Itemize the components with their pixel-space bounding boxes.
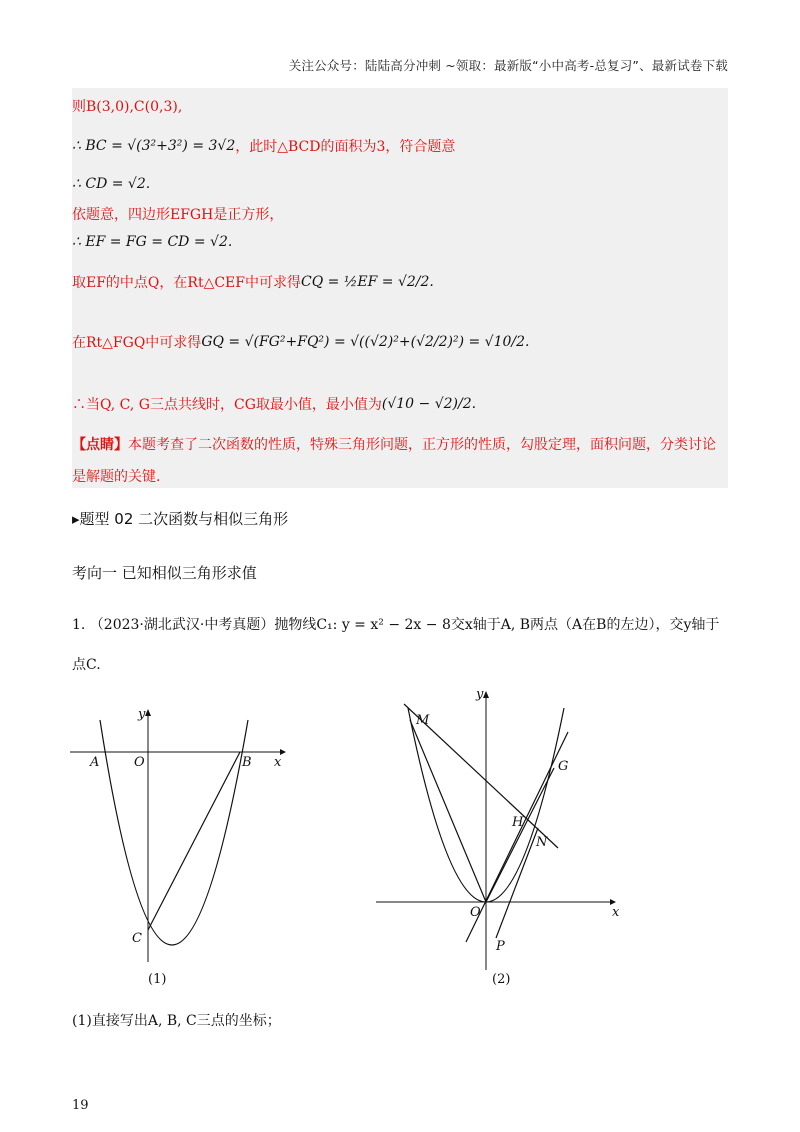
type-title: ▸题型 02 二次函数与相似三角形 xyxy=(72,510,289,528)
fig1-label-x: x xyxy=(274,755,282,770)
ef-equation: ∴ EF = FG = CD = √2. xyxy=(72,234,233,250)
fig2-y-arrow xyxy=(483,691,489,698)
bc-equation: ∴ BC = √(3²+3²) = 3√2 xyxy=(72,138,236,154)
figure-2-diagram xyxy=(370,680,630,980)
min-intro: ∴当Q, C, G三点共线时，CG取最小值，最小值为 xyxy=(72,397,382,413)
bc-comment: ，此时△BCD的面积为3，符合题意 xyxy=(235,139,456,155)
solution-line-7 xyxy=(72,332,530,352)
figure-2-caption: (2) xyxy=(492,972,511,987)
fig2-label-h: H xyxy=(512,815,524,830)
fig2-label-p: P xyxy=(496,939,505,954)
fig2-line-pn xyxy=(496,828,538,938)
fig1-label-a: A xyxy=(90,755,100,770)
gq-intro: 在Rt△FGQ中可求得 xyxy=(72,335,202,351)
figure-1-caption: (1) xyxy=(148,972,167,987)
tip-text-1: 本题考查了二次函数的性质，特殊三角形问题，正方形的性质，勾股定理，面积问题，分类讨论 xyxy=(128,437,716,453)
problem-line-2: 点C. xyxy=(72,657,101,673)
min-value: (√10 − √2)/2. xyxy=(381,396,477,412)
solution-line-6 xyxy=(72,272,434,292)
solution-line-3 xyxy=(72,176,150,192)
fig2-label-m: M xyxy=(416,713,430,728)
gq-equation: GQ = √(FG²+FQ²) = √((√2)²+(√2/2)²) = √10/2. xyxy=(201,334,530,350)
tip-paragraph xyxy=(72,434,728,454)
figure-1-diagram xyxy=(70,700,290,970)
fig1-label-b: B xyxy=(242,755,252,770)
question-1: (1)直接写出A, B, C三点的坐标； xyxy=(72,1013,281,1029)
solution-box xyxy=(72,88,728,488)
fig1-line-bc xyxy=(148,752,240,930)
fig2-line-pg xyxy=(466,732,568,942)
fig1-parabola xyxy=(100,720,248,945)
solution-line-8 xyxy=(72,394,476,414)
fig2-line-mo xyxy=(410,720,486,902)
page-header: 关注公众号：陆陆高分冲刺 ~领取：最新版“小中高考-总复习”、最新试卷下载 xyxy=(288,58,728,73)
fig2-label-g: G xyxy=(558,759,569,774)
fig2-label-x: x xyxy=(612,905,620,920)
fig1-label-o: O xyxy=(134,755,145,770)
solution-line-5 xyxy=(72,234,232,250)
page-number: 19 xyxy=(72,1098,89,1113)
cd-equation: ∴ CD = √2. xyxy=(72,176,151,192)
fig1-label-y: y xyxy=(138,707,146,722)
tip-label: 【点睛】 xyxy=(72,437,128,453)
cq-intro: 取EF的中点Q，在Rt△CEF中可求得 xyxy=(72,275,301,291)
fig1-label-c: C xyxy=(132,931,142,946)
solution-line-2 xyxy=(72,136,455,156)
solution-line-1: 则B(3,0),C(0,3), xyxy=(72,99,183,115)
tip-text-2: 是解题的关键. xyxy=(72,469,161,485)
fig1-y-arrow xyxy=(145,709,151,716)
fig2-label-y: y xyxy=(476,687,484,702)
cq-equation: CQ = ½EF = √2/2. xyxy=(301,274,434,290)
sub-title: 考向一 已知相似三角形求值 xyxy=(72,564,257,582)
fig2-label-o: O xyxy=(470,905,481,920)
problem-line-1: 1. （2023·湖北武汉·中考真题）抛物线C₁: y = x² − 2x − 8交x轴于A, B两点（A在B的左边），交y轴于 xyxy=(72,617,720,633)
fig2-label-n: N xyxy=(536,835,548,850)
solution-line-4: 依题意，四边形EFGH是正方形， xyxy=(72,207,284,223)
